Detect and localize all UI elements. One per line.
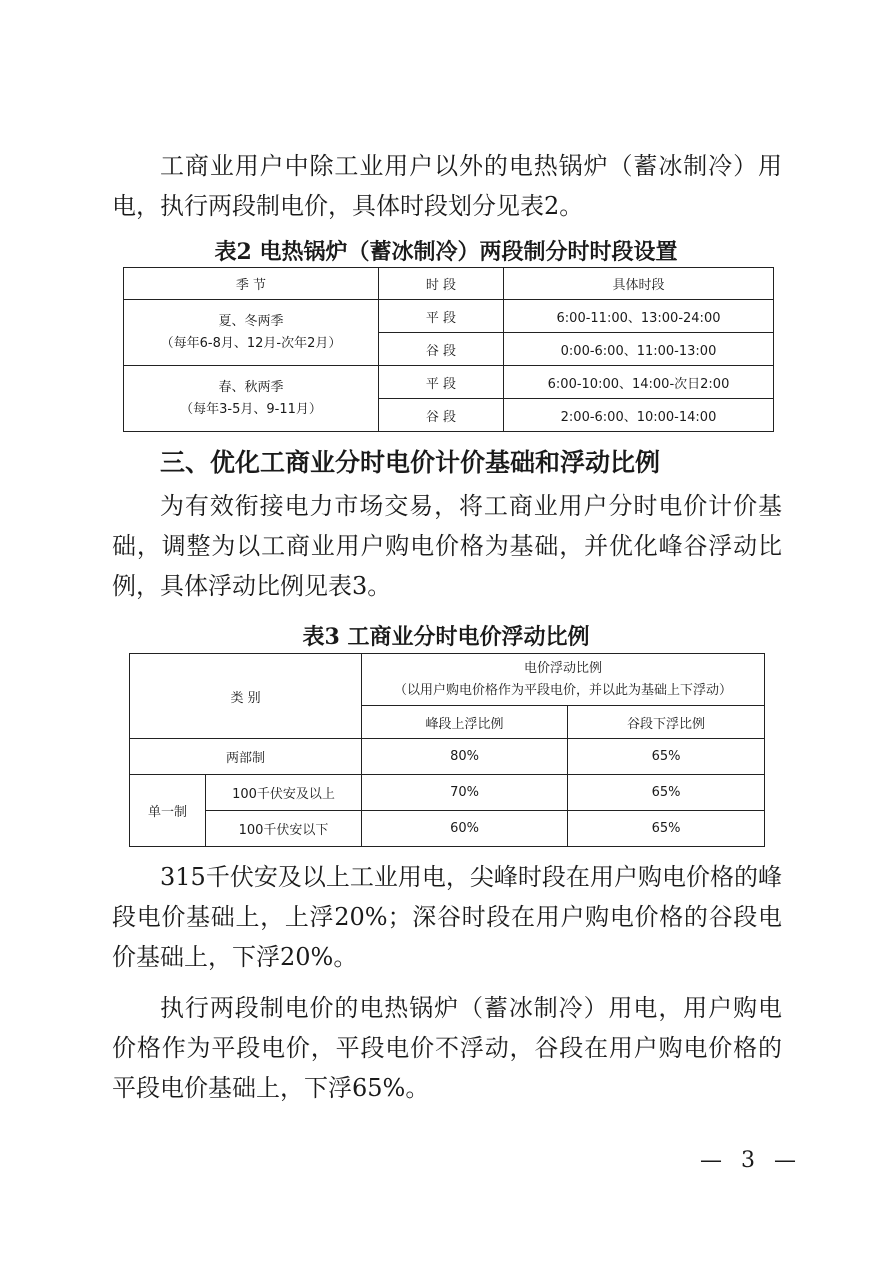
table3-header-group — [362, 654, 765, 706]
table3-valley-value: 65% — [568, 775, 765, 811]
table2-season-cell — [124, 300, 379, 366]
season-months: （每年3-5月、9-11月） — [180, 401, 322, 417]
page-number: — 3 — — [700, 1148, 802, 1173]
paragraph-4: 执行两段制电价的电热锅炉（蓄冰制冷）用电，用户购电价格作为平段电价，平段电价不浮动，谷段在用户购电价格的平段电价基础上，下浮65%。 — [112, 994, 782, 1102]
table3-header-valley: 谷段下浮比例 — [568, 706, 765, 739]
table3-category: 两部制 — [130, 739, 362, 775]
season-months: （每年6-8月、12月-次年2月） — [160, 335, 342, 351]
table3-valley-value: 65% — [568, 811, 765, 847]
table3-group-title: 电价浮动比例 — [524, 660, 603, 676]
table2-times: 6:00-11:00、13:00-24:00 — [504, 300, 774, 333]
table3-peak-value: 70% — [362, 775, 568, 811]
table2-period: 平 段 — [379, 366, 504, 399]
table2-header-season: 季 节 — [124, 268, 379, 300]
table2-times: 6:00-10:00、14:00-次日2:00 — [504, 366, 774, 399]
table2-header-period: 时 段 — [379, 268, 504, 300]
paragraph-1: 工商业用户中除工业用户以外的电热锅炉（蓄冰制冷）用电，执行两段制电价，具体时段划分见表2。 — [112, 152, 782, 220]
table3-peak-value: 60% — [362, 811, 568, 847]
table2-header-times: 具体时段 — [504, 268, 774, 300]
table2 — [123, 267, 774, 432]
table3-group-note: （以用户购电价格作为平段电价，并以此为基础上下浮动） — [394, 682, 733, 698]
season-name: 夏、冬两季 — [218, 313, 284, 329]
table2-period: 谷 段 — [379, 333, 504, 366]
table2-season-cell — [124, 366, 379, 432]
paragraph-2: 为有效衔接电力市场交易，将工商业用户分时电价计价基础，调整为以工商业用户购电价格为基础，并优化峰谷浮动比例，具体浮动比例见表3。 — [112, 492, 782, 600]
table3 — [129, 653, 765, 847]
table2-times: 0:00-6:00、11:00-13:00 — [504, 333, 774, 366]
table2-times: 2:00-6:00、10:00-14:00 — [504, 399, 774, 432]
table3-header-peak: 峰段上浮比例 — [362, 706, 568, 739]
section-heading-3: 三、优化工商业分时电价计价基础和浮动比例 — [160, 448, 661, 477]
table2-period: 谷 段 — [379, 399, 504, 432]
table3-category: 100千伏安以下 — [206, 811, 362, 847]
table3-peak-value: 80% — [362, 739, 568, 775]
season-name: 春、秋两季 — [218, 379, 284, 395]
table2-caption: 表2 电热锅炉（蓄冰制冷）两段制分时时段设置 — [214, 239, 678, 265]
table3-group-label: 单一制 — [130, 775, 206, 847]
table3-valley-value: 65% — [568, 739, 765, 775]
paragraph-3: 315千伏安及以上工业用电，尖峰时段在用户购电价格的峰段电价基础上，上浮20%；深谷时段在用户购电价格的谷段电价基础上，下浮20%。 — [112, 863, 782, 971]
table3-category: 100千伏安及以上 — [206, 775, 362, 811]
table3-header-category: 类 别 — [130, 654, 362, 739]
table2-period: 平 段 — [379, 300, 504, 333]
table3-caption: 表3 工商业分时电价浮动比例 — [302, 624, 590, 650]
